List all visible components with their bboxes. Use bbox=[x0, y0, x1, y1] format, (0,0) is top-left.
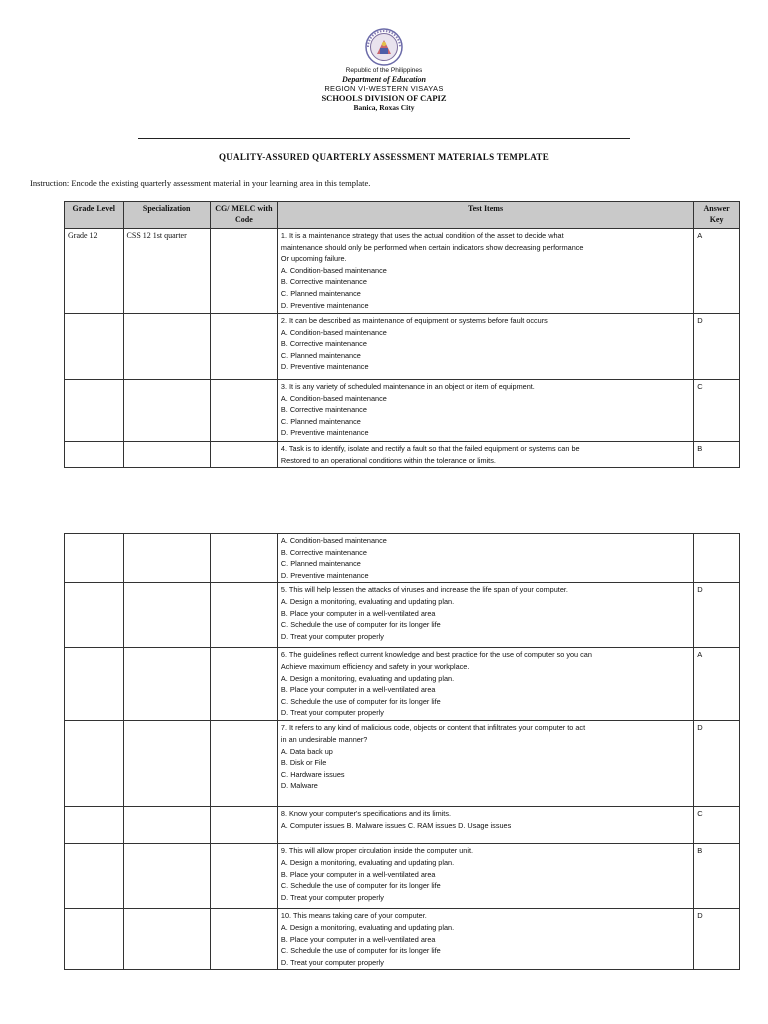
item-line: C. Hardware issues bbox=[280, 769, 345, 779]
item-line: C. Planned maintenance bbox=[280, 288, 361, 298]
item-line: D. Treat your computer properly bbox=[280, 631, 384, 641]
republic-label: Republic of the Philippines bbox=[345, 67, 423, 74]
table-row bbox=[65, 380, 740, 442]
item-line: A. Condition-based maintenance bbox=[280, 536, 387, 545]
item-line: 5. This will help lessen the attacks of viruses and increase the life span of your computer. bbox=[280, 585, 568, 595]
item-line: D. Preventive maintenance bbox=[280, 362, 369, 372]
answer-key-cell: D bbox=[694, 909, 740, 970]
specialization-cell bbox=[123, 648, 210, 721]
item-line: 7. It refers to any kind of malicious code, objects or content that infiltrates your computer to act bbox=[280, 723, 586, 733]
region-label: REGION VI-WESTERN VISAYAS bbox=[324, 84, 444, 93]
item-line: B. Disk or File bbox=[280, 758, 327, 768]
item-line: 8. Know your computer's specifications and its limits. bbox=[280, 809, 452, 819]
item-line: D. Preventive maintenance bbox=[280, 570, 369, 580]
cg-melc-cell bbox=[210, 721, 277, 807]
test-item-cell bbox=[277, 909, 693, 970]
item-line: C. Schedule the use of computer for its longer life bbox=[280, 881, 441, 891]
item-line: B. Corrective maintenance bbox=[280, 405, 367, 415]
table-row bbox=[65, 442, 740, 468]
item-line: B. Place your computer in a well-ventilated area bbox=[280, 608, 436, 618]
cg-melc-cell bbox=[210, 534, 277, 583]
grade-level-cell bbox=[65, 442, 124, 468]
cg-melc-cell bbox=[210, 844, 277, 909]
item-line: Or upcoming failure. bbox=[280, 254, 347, 264]
item-line: Achieve maximum efficiency and safety in your workplace. bbox=[280, 661, 470, 671]
grade-level-cell bbox=[65, 314, 124, 380]
test-item-cell bbox=[277, 844, 693, 909]
specialization-cell bbox=[123, 380, 210, 442]
item-line: B. Place your computer in a well-ventilated area bbox=[280, 685, 436, 695]
test-item-cell bbox=[277, 648, 693, 721]
specialization-cell bbox=[123, 442, 210, 468]
item-line: A. Computer issues B. Malware issues C. RAM issues D. Usage issues bbox=[280, 820, 512, 830]
item-line: B. Place your computer in a well-ventilated area bbox=[280, 869, 436, 879]
answer-key-cell bbox=[694, 534, 740, 583]
table-row bbox=[65, 648, 740, 721]
answer-key-cell: D bbox=[694, 583, 740, 648]
item-line: A. Condition-based maintenance bbox=[280, 265, 387, 275]
grade-level-cell bbox=[65, 721, 124, 807]
table-row bbox=[65, 909, 740, 970]
grade-level-cell bbox=[65, 844, 124, 909]
item-line: 6. The guidelines reflect current knowledge and best practice for the use of computer so you can bbox=[280, 650, 592, 660]
document-title: QUALITY-ASSURED QUARTERLY ASSESSMENT MATERIALS TEMPLATE bbox=[218, 152, 550, 162]
assessment-table-page-2 bbox=[64, 533, 740, 970]
item-line: D. Treat your computer properly bbox=[280, 892, 384, 902]
answer-key-cell: B bbox=[694, 844, 740, 909]
test-item-cell bbox=[277, 314, 693, 380]
specialization-cell: CSS 12 1st quarter bbox=[123, 229, 210, 314]
header-specialization: Specialization bbox=[123, 202, 210, 229]
table-row bbox=[65, 844, 740, 909]
division-label: SCHOOLS DIVISION OF CAPIZ bbox=[321, 93, 447, 103]
header-divider bbox=[138, 138, 630, 139]
table-row bbox=[65, 314, 740, 380]
specialization-cell bbox=[123, 534, 210, 583]
test-item-cell bbox=[277, 721, 693, 807]
item-line: A. Design a monitoring, evaluating and updating plan. bbox=[280, 922, 455, 932]
item-line: A. Condition-based maintenance bbox=[280, 327, 387, 337]
specialization-cell bbox=[123, 909, 210, 970]
item-line: D. Treat your computer properly bbox=[280, 957, 384, 967]
test-item-cell bbox=[277, 807, 693, 844]
item-line: maintenance should only be performed when certain indicators show decreasing performance bbox=[280, 242, 584, 252]
test-item-cell bbox=[277, 229, 693, 314]
department-label: Department of Education bbox=[341, 75, 426, 84]
test-item-cell bbox=[277, 583, 693, 648]
address-label: Banica, Roxas City bbox=[353, 103, 415, 112]
deped-seal-logo bbox=[362, 28, 406, 66]
test-item-cell bbox=[277, 442, 693, 468]
table-row bbox=[65, 807, 740, 844]
item-line: C. Schedule the use of computer for its longer life bbox=[280, 620, 441, 630]
item-line: Restored to an operational conditions within the tolerance or limits. bbox=[280, 455, 496, 465]
test-item-cell bbox=[277, 380, 693, 442]
item-line: D. Preventive maintenance bbox=[280, 428, 369, 438]
table-row bbox=[65, 229, 740, 314]
item-line: D. Preventive maintenance bbox=[280, 300, 369, 310]
item-line: A. Data back up bbox=[280, 746, 333, 756]
header-cg-melc: CG/ MELC with Code bbox=[210, 202, 277, 229]
document-header bbox=[0, 28, 768, 112]
item-line: B. Corrective maintenance bbox=[280, 277, 367, 287]
specialization-cell bbox=[123, 721, 210, 807]
table-row bbox=[65, 583, 740, 648]
specialization-cell bbox=[123, 314, 210, 380]
answer-key-cell: C bbox=[694, 380, 740, 442]
assessment-table-page-1 bbox=[64, 201, 740, 468]
item-line: 3. It is any variety of scheduled maintenance in an object or item of equipment. bbox=[280, 382, 535, 391]
table-row bbox=[65, 721, 740, 807]
item-line: B. Corrective maintenance bbox=[280, 547, 367, 557]
item-line: A. Design a monitoring, evaluating and updating plan. bbox=[280, 596, 455, 606]
item-line: in an undesirable manner? bbox=[280, 734, 368, 744]
header-test-items: Test Items bbox=[277, 202, 693, 229]
specialization-cell bbox=[123, 583, 210, 648]
item-line: C. Schedule the use of computer for its longer life bbox=[280, 946, 441, 956]
item-line: A. Design a monitoring, evaluating and updating plan. bbox=[280, 673, 455, 683]
answer-key-cell: C bbox=[694, 807, 740, 844]
grade-level-cell bbox=[65, 648, 124, 721]
cg-melc-cell bbox=[210, 442, 277, 468]
grade-level-cell bbox=[65, 380, 124, 442]
item-line: D. Treat your computer properly bbox=[280, 708, 384, 718]
answer-key-cell: A bbox=[694, 229, 740, 314]
item-line: C. Planned maintenance bbox=[280, 416, 361, 426]
item-line: B. Corrective maintenance bbox=[280, 339, 367, 349]
item-line: 10. This means taking care of your computer. bbox=[280, 911, 427, 921]
grade-level-cell bbox=[65, 909, 124, 970]
grade-level-cell bbox=[65, 534, 124, 583]
item-line: A. Condition-based maintenance bbox=[280, 393, 387, 403]
cg-melc-cell bbox=[210, 314, 277, 380]
item-line: C. Planned maintenance bbox=[280, 559, 361, 569]
cg-melc-cell bbox=[210, 909, 277, 970]
item-line: 4. Task is to identify, isolate and rectify a fault so that the failed equipment or systems can be bbox=[280, 444, 580, 453]
test-item-cell bbox=[277, 534, 693, 583]
item-line: D. Malware bbox=[280, 781, 318, 791]
item-line: 9. This will allow proper circulation inside the computer unit. bbox=[280, 846, 474, 856]
cg-melc-cell bbox=[210, 807, 277, 844]
grade-level-cell: Grade 12 bbox=[65, 229, 124, 314]
cg-melc-cell bbox=[210, 380, 277, 442]
instruction-text: Instruction: Encode the existing quarterly assessment material in your learning area in this template. bbox=[30, 178, 371, 188]
header-answer-key: Answer Key bbox=[694, 202, 740, 229]
specialization-cell bbox=[123, 807, 210, 844]
item-line: C. Schedule the use of computer for its longer life bbox=[280, 696, 441, 706]
item-line: B. Place your computer in a well-ventilated area bbox=[280, 934, 436, 944]
answer-key-cell: D bbox=[694, 721, 740, 807]
cg-melc-cell bbox=[210, 583, 277, 648]
specialization-cell bbox=[123, 844, 210, 909]
grade-level-cell bbox=[65, 583, 124, 648]
grade-level-cell bbox=[65, 807, 124, 844]
table-row bbox=[65, 534, 740, 583]
item-line: A. Design a monitoring, evaluating and updating plan. bbox=[280, 857, 455, 867]
cg-melc-cell bbox=[210, 648, 277, 721]
answer-key-cell: B bbox=[694, 442, 740, 468]
item-line: 1. It is a maintenance strategy that uses the actual condition of the asset to decide what bbox=[280, 231, 564, 240]
header-grade-level: Grade Level bbox=[65, 202, 124, 229]
item-line: 2. It can be described as maintenance of equipment or systems before fault occurs bbox=[280, 316, 548, 325]
answer-key-cell: A bbox=[694, 648, 740, 721]
table-header-row bbox=[65, 202, 740, 229]
answer-key-cell: D bbox=[694, 314, 740, 380]
item-line: C. Planned maintenance bbox=[280, 350, 361, 360]
cg-melc-cell bbox=[210, 229, 277, 314]
